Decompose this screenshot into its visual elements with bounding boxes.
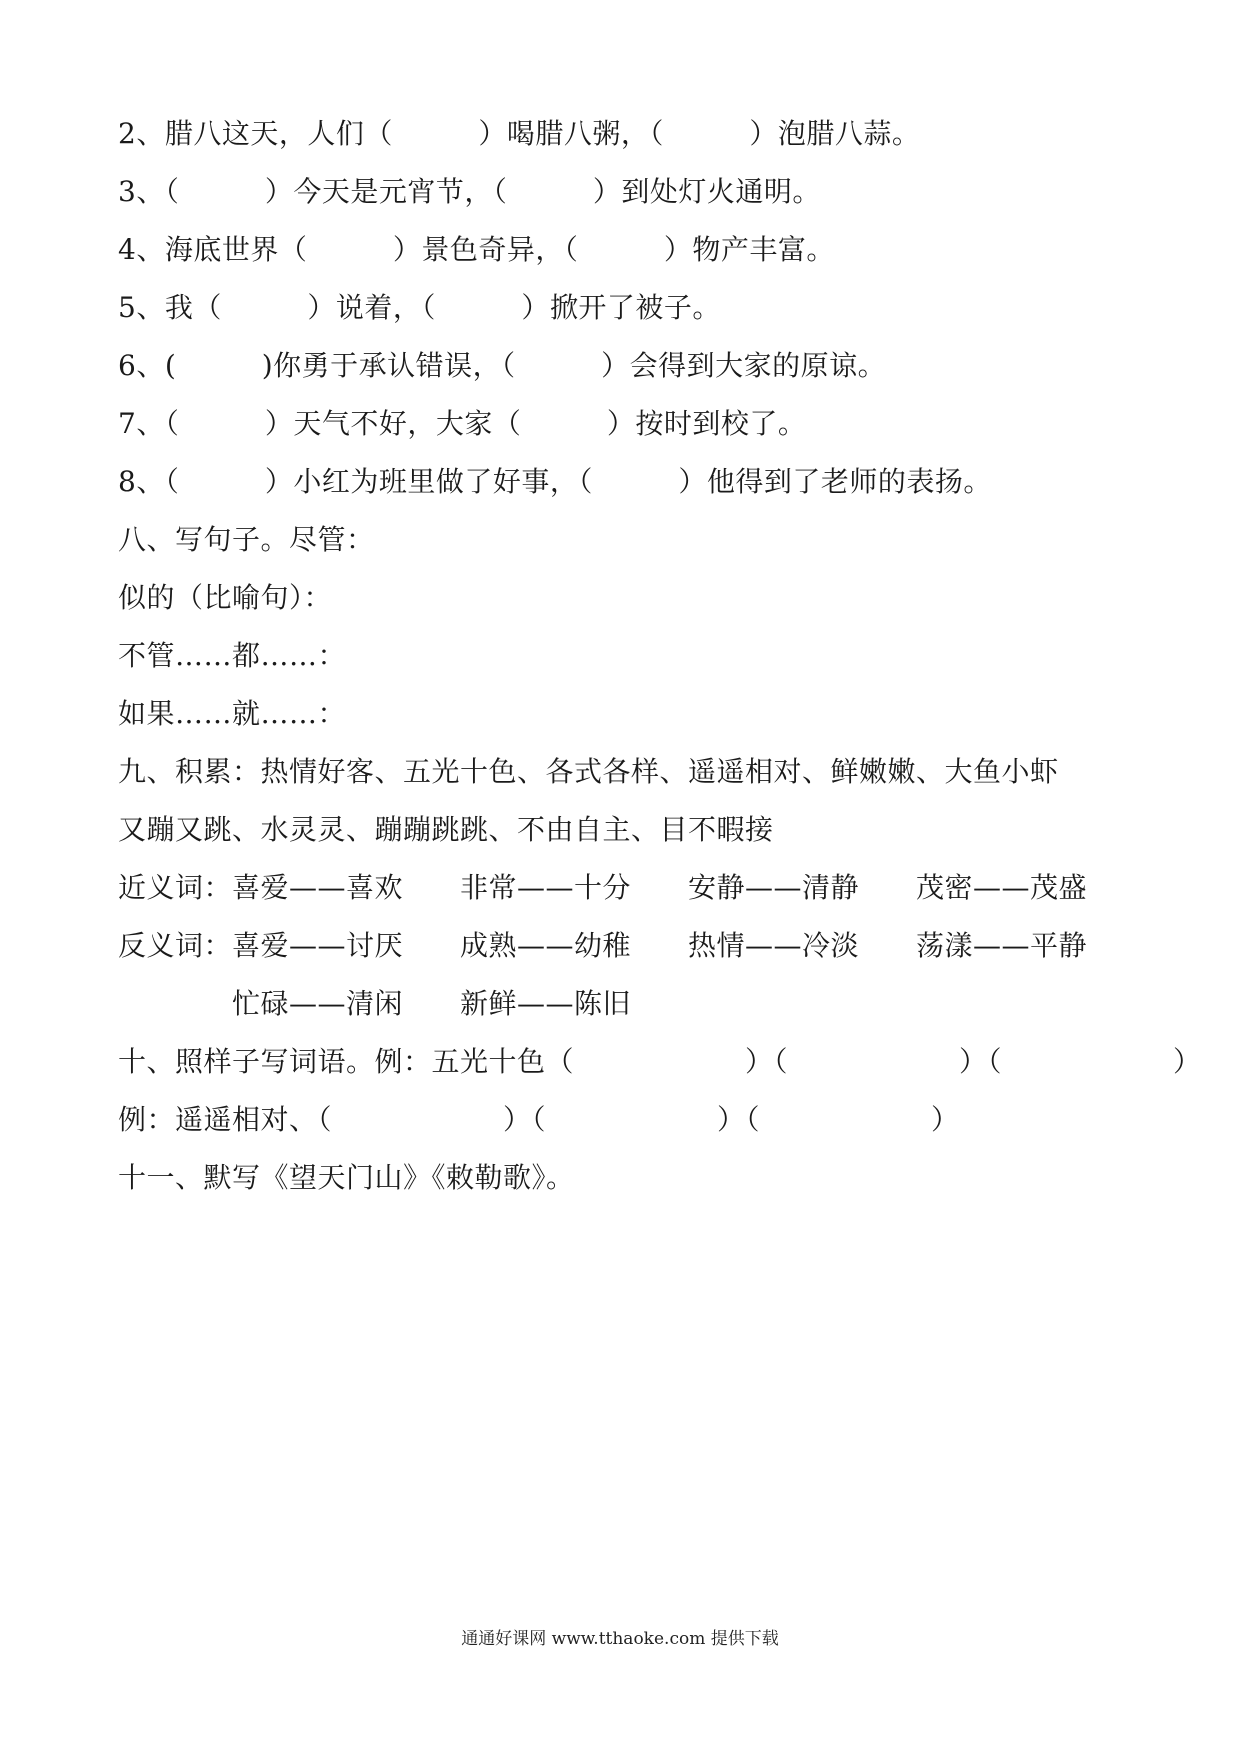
antonyms-line: 反义词：喜爱——讨厌 成熟——幼稚 热情——冷淡 荡漾——平静 xyxy=(118,929,1088,962)
section-8-heading: 八、写句子。尽管： xyxy=(118,523,375,556)
accumulation-continued: 又蹦又跳、水灵灵、蹦蹦跳跳、不由自主、目不暇接 xyxy=(118,813,774,846)
question-line-2: 2、腊八这天，人们（ ）喝腊八粥，（ ）泡腊八蒜。 xyxy=(118,117,921,150)
question-line-8: 8、（ ）小红为班里做了好事，（ ）他得到了老师的表扬。 xyxy=(118,465,992,498)
sentence-prompt-ruguo: 如果……就……： xyxy=(118,697,347,730)
synonyms-line: 近义词：喜爱——喜欢 非常——十分 安静——清静 茂密——茂盛 xyxy=(118,871,1088,904)
sentence-prompt-buguan: 不管……都……： xyxy=(118,639,347,672)
question-line-7: 7、（ ）天气不好，大家（ ）按时到校了。 xyxy=(118,407,807,440)
sentence-prompt-simile: 似的（比喻句）： xyxy=(118,581,333,614)
section-10-heading: 十、照样子写词语。例：五光十色（ ）（ ）（ ） xyxy=(118,1045,1202,1078)
question-line-5: 5、我（ ）说着，（ ）掀开了被子。 xyxy=(118,291,721,324)
question-line-3: 3、（ ）今天是元宵节，（ ）到处灯火通明。 xyxy=(118,175,821,208)
section-9-accumulation: 九、积累：热情好客、五光十色、各式各样、遥遥相对、鲜嫩嫩、大鱼小虾 xyxy=(118,755,1059,788)
question-line-4: 4、海底世界（ ）景色奇异，（ ）物产丰富。 xyxy=(118,233,835,266)
section-10-example-2: 例：遥遥相对、（ ）（ ）（ ） xyxy=(118,1103,960,1136)
question-line-6: 6、( )你勇于承认错误，（ ）会得到大家的原谅。 xyxy=(118,349,887,382)
section-11-heading: 十一、默写《望天门山》《敕勒歌》。 xyxy=(118,1161,575,1194)
antonyms-continued: 忙碌——清闲 新鲜——陈旧 xyxy=(118,987,632,1020)
page-footer: 通通好课网 www.tthaoke.com 提供下载 xyxy=(461,1629,779,1649)
